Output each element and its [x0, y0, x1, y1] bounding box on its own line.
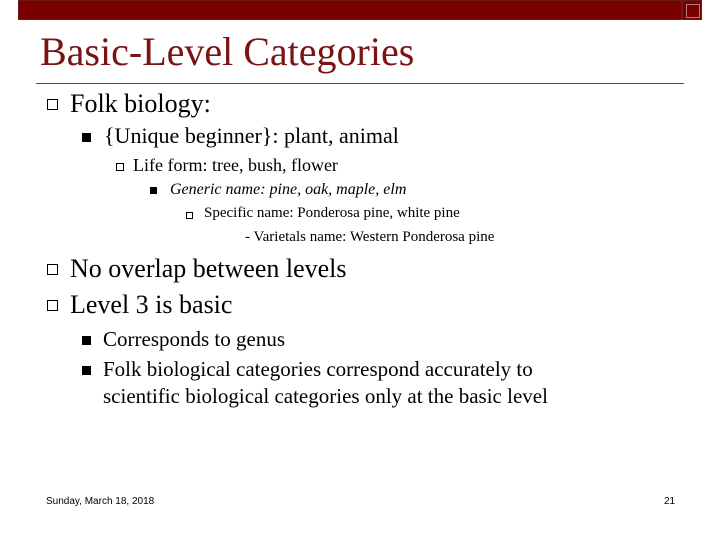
top-bar-main [18, 0, 682, 20]
footer-page-number: 21 [664, 496, 676, 507]
title-divider [36, 83, 684, 84]
top-bar-corner-box [682, 0, 702, 20]
bullet-folk-biology: Folk biology: [70, 89, 211, 118]
footer-date: Sunday, March 18, 2018 [46, 496, 155, 507]
hollow-square-bullet-icon [47, 300, 58, 311]
bullet-life-form: Life form: tree, bush, flower [133, 155, 338, 175]
hollow-square-bullet-icon [47, 99, 58, 110]
filled-square-bullet-icon [150, 187, 157, 194]
bullet-varietals-name: - Varietals name: Western Ponderosa pine [245, 229, 495, 245]
bullet-level3-basic: Level 3 is basic [70, 290, 233, 319]
hollow-square-bullet-icon [186, 212, 193, 219]
hollow-square-bullet-icon [116, 163, 124, 171]
hollow-square-bullet-icon [47, 264, 58, 275]
bullet-no-overlap: No overlap between levels [70, 254, 347, 283]
bullet-unique-beginner: {Unique beginner}: plant, animal [104, 123, 399, 148]
top-decorative-bar [18, 0, 702, 20]
bullet-folk-categories-line2: scientific biological categories only at the basic level [103, 384, 548, 408]
bullet-folk-categories-line1: Folk biological categories correspond accurately to [103, 357, 533, 381]
slide-title: Basic-Level Categories [40, 29, 415, 74]
filled-square-bullet-icon [82, 366, 91, 375]
filled-square-bullet-icon [82, 336, 91, 345]
bullet-specific-name: Specific name: Ponderosa pine, white pine [204, 205, 460, 221]
bullet-generic-name: Generic name: pine, oak, maple, elm [170, 181, 407, 198]
bullet-corresponds-genus: Corresponds to genus [103, 327, 285, 351]
filled-square-bullet-icon [82, 133, 91, 142]
